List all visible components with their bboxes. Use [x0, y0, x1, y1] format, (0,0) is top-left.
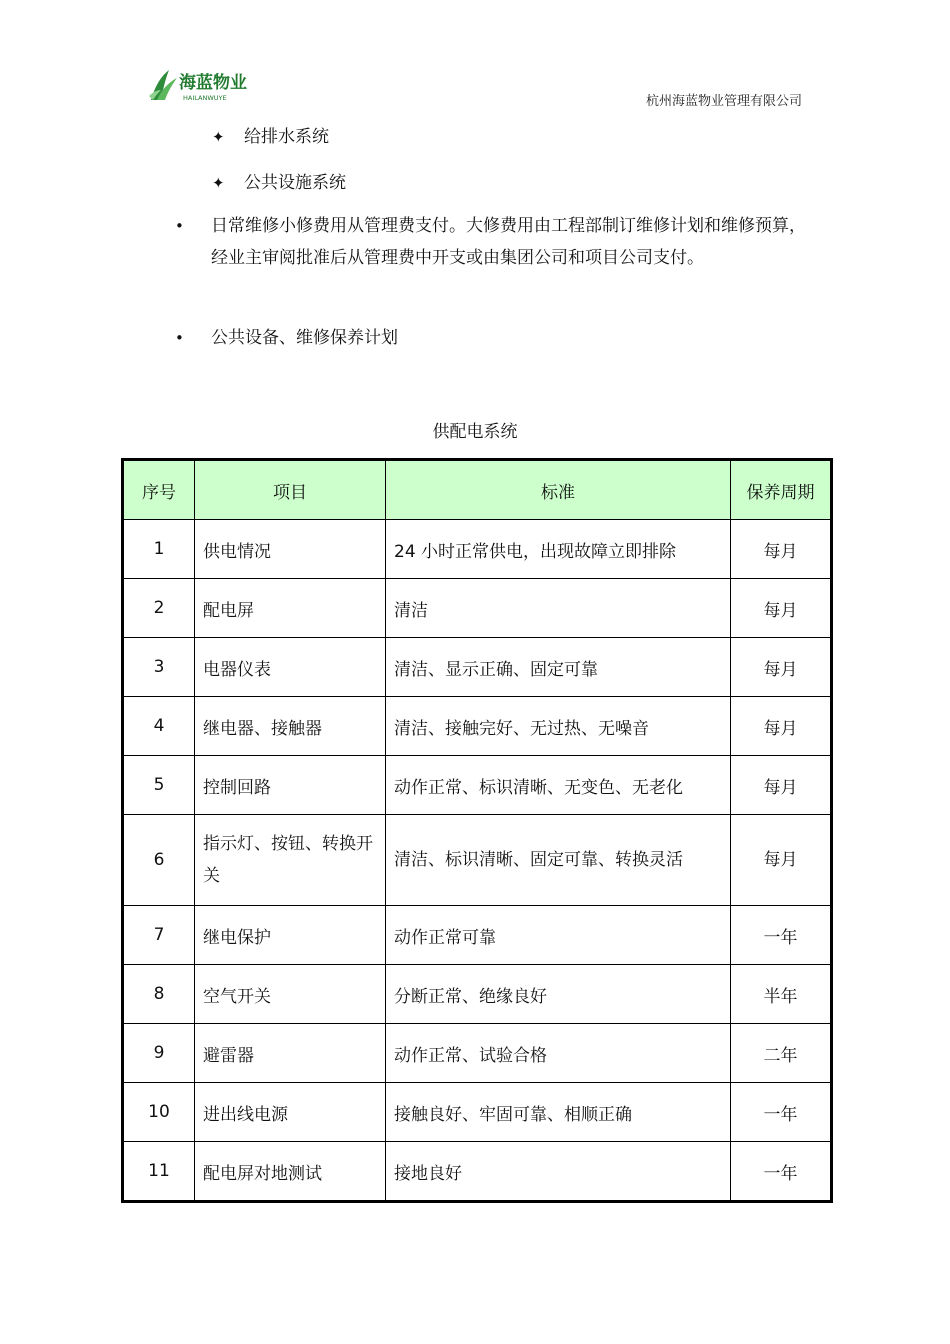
cell-standard: 24 小时正常供电，出现故障立即排除 [386, 520, 731, 579]
sub-item [212, 122, 329, 147]
cell-standard: 清洁 [386, 579, 731, 638]
cell-item: 供电情况 [195, 520, 386, 579]
cell-item: 空气开关 [195, 965, 386, 1024]
header-standard: 标准 [386, 460, 731, 520]
company-name: 杭州海蓝物业管理有限公司 [645, 94, 802, 109]
table-title: 供配电系统 [432, 422, 518, 442]
cell-item: 指示灯、按钮、转换开关 [195, 815, 386, 906]
maintenance-table [121, 458, 833, 1203]
table-header-row [123, 460, 832, 520]
table-row [123, 965, 832, 1024]
cell-no: 6 [123, 815, 195, 906]
cell-item: 配电屏 [195, 579, 386, 638]
cell-item: 控制回路 [195, 756, 386, 815]
cell-standard: 清洁、标识清晰、固定可靠、转换灵活 [386, 815, 731, 906]
table-row [123, 579, 832, 638]
table-row [123, 1142, 832, 1202]
table-row [123, 1024, 832, 1083]
table-row [123, 756, 832, 815]
header-cycle: 保养周期 [731, 460, 832, 520]
cell-cycle: 一年 [731, 906, 832, 965]
company-logo [147, 66, 247, 104]
cell-standard: 清洁、显示正确、固定可靠 [386, 638, 731, 697]
header-no: 序号 [123, 460, 195, 520]
header-item: 项目 [195, 460, 386, 520]
sub-item [212, 168, 346, 193]
four-point-star-icon: ✦ [212, 128, 225, 146]
bullet-dot-icon: • [175, 329, 184, 347]
cell-no: 10 [123, 1083, 195, 1142]
cell-no: 2 [123, 579, 195, 638]
bullet-text: 日常维修小修费用从管理费支付。大修费用由工程部制订维修计划和维修预算，经业主审阅批准后从管理费中开支或由集团公司和项目公司支付。 [211, 216, 806, 268]
cell-no: 11 [123, 1142, 195, 1202]
cell-standard: 动作正常、试验合格 [386, 1024, 731, 1083]
logo-subtext: HAILANWUYE [183, 94, 227, 102]
cell-cycle: 每月 [731, 638, 832, 697]
cell-no: 5 [123, 756, 195, 815]
cell-standard: 清洁、接触完好、无过热、无噪音 [386, 697, 731, 756]
cell-cycle: 每月 [731, 756, 832, 815]
cell-no: 3 [123, 638, 195, 697]
cell-no: 9 [123, 1024, 195, 1083]
bullet-item [175, 322, 815, 354]
cell-no: 4 [123, 697, 195, 756]
bullet-dot-icon: • [175, 217, 184, 235]
cell-cycle: 每月 [731, 520, 832, 579]
table-row [123, 638, 832, 697]
four-point-star-icon: ✦ [212, 174, 225, 192]
cell-cycle: 半年 [731, 965, 832, 1024]
cell-standard: 接触良好、牢固可靠、相顺正确 [386, 1083, 731, 1142]
cell-item: 进出线电源 [195, 1083, 386, 1142]
table-row [123, 697, 832, 756]
cell-cycle: 每月 [731, 815, 832, 906]
sub-item-label: 给排水系统 [244, 127, 329, 147]
cell-cycle: 每月 [731, 579, 832, 638]
cell-cycle: 每月 [731, 697, 832, 756]
cell-no: 1 [123, 520, 195, 579]
cell-standard: 动作正常可靠 [386, 906, 731, 965]
table-row [123, 815, 832, 906]
cell-standard: 动作正常、标识清晰、无变色、无老化 [386, 756, 731, 815]
cell-item: 继电保护 [195, 906, 386, 965]
logo-text: 海蓝物业 [179, 73, 247, 93]
cell-item: 电器仪表 [195, 638, 386, 697]
cell-cycle: 一年 [731, 1142, 832, 1202]
cell-standard: 分断正常、绝缘良好 [386, 965, 731, 1024]
cell-cycle: 一年 [731, 1083, 832, 1142]
cell-standard: 接地良好 [386, 1142, 731, 1202]
table-row [123, 906, 832, 965]
cell-cycle: 二年 [731, 1024, 832, 1083]
table-row [123, 1083, 832, 1142]
cell-no: 8 [123, 965, 195, 1024]
table-row [123, 520, 832, 579]
sub-item-label: 公共设施系统 [244, 173, 346, 193]
cell-item: 继电器、接触器 [195, 697, 386, 756]
cell-no: 7 [123, 906, 195, 965]
cell-item: 避雷器 [195, 1024, 386, 1083]
cell-item: 配电屏对地测试 [195, 1142, 386, 1202]
bullet-text: 公共设备、维修保养计划 [211, 328, 398, 348]
bullet-item [175, 210, 815, 274]
